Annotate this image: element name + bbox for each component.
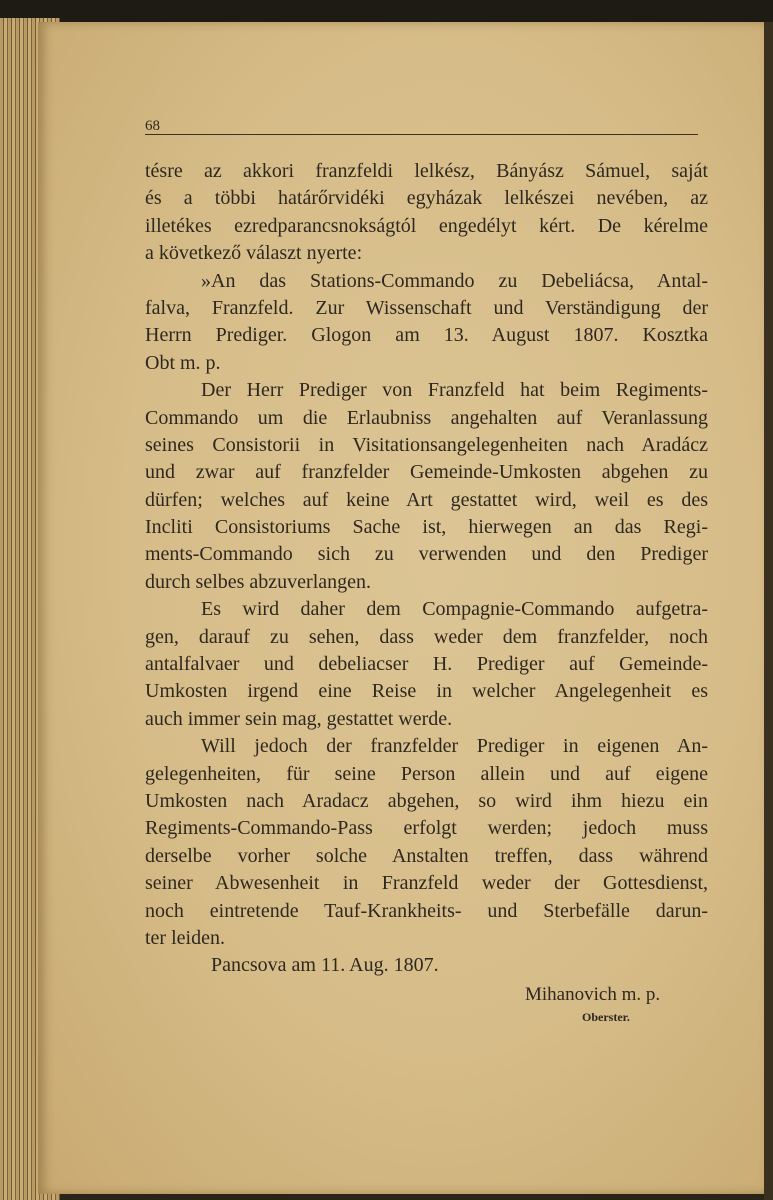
text-line: Umkosten nach Aradacz abgehen, so wird ihm hiezu ein: [145, 789, 708, 812]
text-line: gelegenheiten, für seine Person allein und auf eigene: [145, 762, 708, 785]
text-line: seiner Abwesenheit in Franzfeld weder der Gottesdienst,: [145, 872, 708, 895]
scanner-frame-right: [764, 22, 773, 1200]
text-line: Umkosten irgend eine Reise in welcher Angelegenheit es: [145, 680, 708, 703]
text-line: gen, darauf zu sehen, dass weder dem franzfelder, noch: [145, 625, 708, 648]
signature: Mihanovich m. p.: [525, 984, 661, 1005]
text-line: a következő választ nyerte:: [145, 242, 363, 265]
text-line: Regiments-Commando-Pass erfolgt werden; jedoch muss: [145, 817, 708, 840]
signature-rank: Oberster.: [582, 1010, 630, 1024]
body-text: [145, 158, 708, 980]
text-line: seines Consistorii in Visitationsangelegenheiten nach Aradácz: [145, 433, 708, 456]
text-line: illetékes ezredparancsnokságtól engedélyt kért. De kérelme: [145, 214, 708, 237]
text-line: Herrn Prediger. Glogon am 13. August 1807. Kosztka: [145, 324, 708, 347]
text-line: és a többi határőrvidéki egyházak lelkészei nevében, az: [145, 187, 708, 210]
text-line: falva, Franzfeld. Zur Wissenschaft und Verständigung der: [145, 296, 708, 319]
text-line: Commando um die Erlaubniss angehalten auf Veranlassung: [145, 406, 708, 429]
text-line: antalfalvaer und debeliacser H. Prediger auf Gemeinde-: [145, 653, 708, 676]
text-line: ments-Commando sich zu verwenden und den Prediger: [145, 543, 708, 566]
text-line: noch eintretende Tauf-Krankheits- und Sterbefälle darun-: [145, 899, 708, 922]
text-line: ter leiden.: [145, 926, 225, 949]
text-line: Incliti Consistoriums Sache ist, hierwegen an das Regi-: [145, 516, 708, 539]
scanner-frame-top: [0, 0, 773, 22]
text-line: auch immer sein mag, gestattet werde.: [145, 707, 453, 730]
text-line: tésre az akkori franzfeldi lelkész, Bányász Sámuel, saját: [145, 160, 708, 182]
text-line: »An das Stations-Commando zu Debeliácsa, Antal-: [201, 269, 708, 292]
date-line: Pancsova am 11. Aug. 1807.: [211, 954, 439, 977]
text-line: Will jedoch der franzfelder Prediger in eigenen An-: [201, 735, 708, 758]
text-line: derselbe vorher solche Anstalten treffen, dass während: [145, 844, 708, 867]
text-line: Der Herr Prediger von Franzfeld hat beim Regiments-: [201, 379, 708, 402]
page-number: 68: [145, 118, 160, 134]
text-line: und zwar auf franzfelder Gemeinde-Umkosten abgehen zu: [145, 461, 708, 484]
page-header: [145, 118, 698, 135]
text-line: Obt m. p.: [145, 351, 221, 374]
text-line: Es wird daher dem Compagnie-Commando aufgetra-: [201, 598, 708, 621]
text-line: durch selbes abzuverlangen.: [145, 570, 372, 593]
text-line: dürfen; welches auf keine Art gestattet wird, weil es des: [145, 488, 708, 511]
